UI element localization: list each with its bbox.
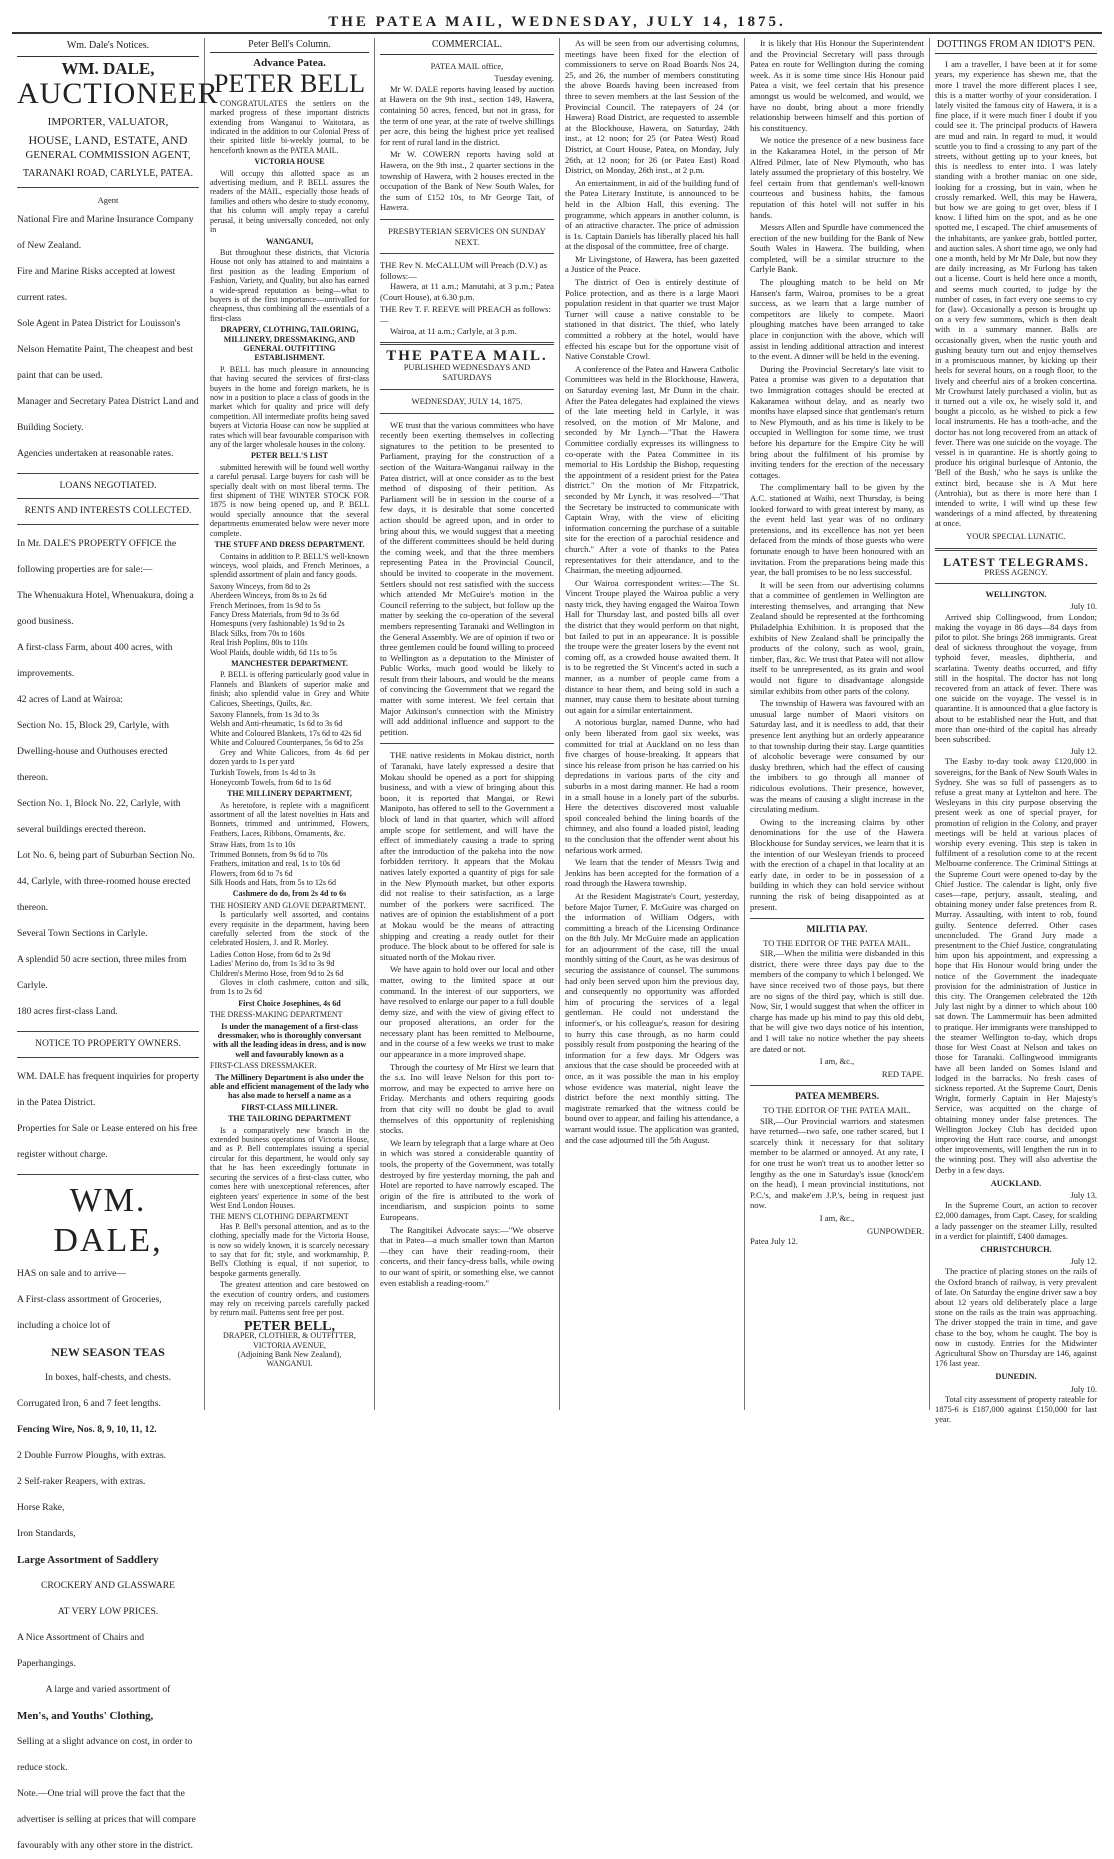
column-news-letters — [745, 38, 930, 1410]
news-paragraph: A conference of the Patea and Hawera Catholic Committees was held in the Blockhouse, Hawera, on Saturday evening last, Mr Dunn in the chair. After the Patea delegates had explained the views of the late meeting held in Carlyle, it was resolved, on the motion of Mr Malone, and seconded by Mr Lynch—"That the Hawera Committee cordially expresses its willingness to co-operate with the Patea Committee in its memorial to His Lordship the Bishop, requesting the appointment of a resident priest for the Patea district." On the motion of Mr Fitzpatrick, seconded by Mr Lynch, it was resolved—"That the Secretary be instructed to communicate with Captain Wray, with the view of eliciting information concerning the purchase of a suitable site for the erection of a parochial residence and church." After a vote of thanks to the Patea representatives for their attendance, and to the Chairman, the meeting adjourned. — [565, 363, 739, 576]
price-line: White and Coloured Counterpanes, 5s 6d to 25s — [210, 738, 364, 748]
price-line: Aberdeen Winceys, from 8s to 2s 6d — [210, 591, 327, 601]
press-agency: PRESS AGENCY. — [984, 566, 1048, 577]
advance-heading: Advance Patea. — [253, 57, 326, 70]
price-line: Welsh and Anti-rheumatic, 1s 6d to 3s 6d — [210, 719, 343, 729]
masthead: THE PATEA MAIL, WEDNESDAY, JULY 14, 1875. — [12, 14, 1102, 34]
bell-adjoining: (Adjoining Bank New Zealand), — [237, 1350, 342, 1359]
divider — [17, 1174, 199, 1175]
telegram-text: Arrived ship Collingwood, from London; making the voyage in 86 days—84 days from pilot to pilot. She brings 268 immigrants. Great deal of sickness throughout the voyage, from typhoid fever, measles, diphtheria, and scarlatina. Twenty deaths occurred, and fifty still in the hospital. The doctor has not long recovered from an attack of fever. There was one suicide on the voyage. The vessel is in quarantine. It is announced that a glue factory is about to be established near the Hutt, and that more than one-third of the capital has already been subscribed. — [935, 612, 1097, 744]
editorial-paragraph: We have again to hold over our local and other matter, owing to the limited space at our command. In the interest of our supporters, we have resolved to enlarge our paper to a full double demy size, and with the view of giving effect to our proposed alterations, an order for the necessary plant has been remitted to Melbourne, and in the course of a few weeks we trust to make our appearance in a more improved shape. — [380, 964, 554, 1060]
commission-line: GENERAL COMMISSION AGENT, — [25, 149, 191, 162]
department-heading: Is under the management of a first-class dressmaker, who is thoroughly conversant with all the leading ideas in dress, and is now well and favourably known as a — [212, 1021, 367, 1059]
editorial-paragraph: The Rangitikei Advocate says:—"We observe that in Patea—a much smaller town than Marton—they can have their reading-room, their concerts, and their fancy-dress balls, while owing to our want of spirit, or something else, we cannot even establish a reading-room." — [380, 1224, 554, 1288]
divider — [380, 413, 554, 414]
news-paragraph: As will be seen from our advertising columns, meetings have been fixed for the election of commissioners to serve on Road Boards Nos 24, 25, and 26, the number of members constituting the above Boards having been increased from three to seven members at the last Session of the Provincial Council. The ratepayers of 24 (or Hawera) Road District, are requested to assemble at the Blockhouse, Hawera, on Saturday, 24th inst., at 12 noon; for 25 (or Patea West) Road District, at Court House, Patea, on Monday, July 26th, at 12 noon; for 26 (or Patea East) Road District, on Monday, 26th inst., at 2 p.m. — [565, 38, 739, 176]
news-paragraph: The ploughing match to be held on Mr Hansen's farm, Wairoa, promises to be a great success, as we learn that a large number of competitors are likely to compete. Maori ploughing matches have been arranged to take place in conjunction with the above, which will assist in lending additional attraction and interest to the event. A dinner will be held in the evening. — [750, 277, 924, 362]
news-paragraph: A notorious burglar, named Dunne, who had only been liberated from gaol six weeks, was committed for trial at Auckland on no less than five charges of house-breaking. It appears that since his release from prison he has carried on his depredations in various parts of the city and suburbs in a most daring manner. He had a room in a small house in a lonely part of the suburbs. Here the detectives discovered most valuable spoil concealed behind the lining boards of the chimney, and also found a loaded pistol, leading to the conclusion that the offender went about his nefarious work armed. — [565, 717, 739, 855]
importer-line: IMPORTER, VALUATOR, — [47, 115, 169, 128]
dottings-signature: YOUR SPECIAL LUNATIC. — [966, 531, 1066, 541]
telegram-place: DUNEDIN. — [995, 1372, 1037, 1382]
telegrams-heading: LATEST TELEGRAMS. — [943, 554, 1089, 569]
price-line: Ladies Cotton Hose, from 6d to 2s 9d — [210, 949, 331, 959]
price-line: Saxony Flannels, from 1s 3d to 3s — [210, 710, 320, 719]
column-header: Peter Bell's Column. — [210, 38, 369, 53]
price-line: Wool Plaids, double width, 6d 11s to 5s — [210, 647, 337, 657]
price-line: Honeycomb Towels, from 6d to 1s 6d — [210, 777, 331, 787]
news-paragraph: We notice the presence of a new business face in the Kakaramea Hotel, in the person of Mr Alfred Pilmer, late of New Plymouth, who has lately assumed the proprietary of this hostelry. We feel certain from that gentleman's well-known courteous and business habits, the famous reputation of this hotel will not suffer in his hands. — [750, 135, 924, 220]
news-paragraph: During the Provincial Secretary's late visit to Patea a promise was given to a deputation that two Immigration cottages should be erected at Kakaramea without delay, and as nearly two months have elapsed since that gentleman's return to New Plymouth, and as his time is likely to be occupied in Wellington for some time, we trust before his departure for the Empire City he will bring about the fulfilment of his promise by inviting tenders for the erection of the necessary cottages. — [750, 363, 924, 480]
bell-street: VICTORIA AVENUE, — [252, 1340, 327, 1350]
telegram-date: July 10. — [1070, 602, 1097, 612]
telegram-text: The Easby to-day took away £120,000 in sovereigns, for the Bank of New South Wales in Sydney. She was so full of passengers as to refuse a great many at Lyttelton and here. The Wesleyans in this city purpose observing the present week as one of special prayer, for promotion of religion in the Colony, and prayer meetings will be held at various places of worship every evening. This step is taken in fulfilment of a resolution come to at the recent Melbourne conference. The Criminal Sittings at the Supreme Court were opened to-day by the Chief Justice. The calendar is light, only five cases—rape, perjury, assault, stealing, and obtaining money under false pretences from R. Murray. Assaulting, with intent to rob, found guilty. Sentence deferred. Other cases unconcluded. The Grand Jury made a presentment to the Chief Justice, congratulating him upon his appointment, and expressing a hope that His Honour would bring under the notice of the Government the inadequate provision for the administration of Justice in this city. The Orangemen celebrated the 12th July last night by a dinner to which about 100 sat down. The Lammermuir has been admitted to pratique. Her immigrants were transhipped to the steamer Wellington to-day, which drops those for West Coast at Nelson and takes on those for Taranaki. Collingwood immigrants have all been landed on Somes Island and lodged in the barracks. No fresh cases of sickness reported. At the Supreme Court, Denis Wright, formerly Captain in Her Majesty's Service, was acquitted on the charge of obtaining money under false pretences. The Wellington Jockey Club has decided upon improving the Hutt race course, and amongst other improvements, will lengthen the run in to the winning post. They will also advertise the Derby in a few days. — [935, 757, 1097, 1175]
divider — [380, 342, 554, 345]
divider — [935, 583, 1097, 584]
property-office-intro: In Mr. DALE'S PROPERTY OFFICE the following properties are for sale:— — [17, 538, 177, 576]
goods-item: 2 Double Furrow Ploughs, with extras. — [17, 1449, 166, 1461]
column-header: Wm. Dale's Notices. — [17, 38, 199, 57]
church-times: Hawera, at 11 a.m.; Manutahi, at 3 p.m.; Patea (Court House), at 6.30 p.m. — [380, 281, 554, 302]
goods-item: A Nice Assortment of Chairs and Paperhangings. — [17, 1631, 145, 1669]
property-item: The Whenuakura Hotel, Whenuakura, doing a good business. — [17, 590, 194, 628]
news-paragraph: Owing to the increasing claims by other denominations for the use of the Hawera Blockhouse for Sunday services, we learn that it is the intention of our Wesleyan friends to proceed with the erection of a chapel in that locality at an early date, in order to be in possession of a building in which they can hold service without running the risk of being disappointed as at present. — [750, 816, 924, 912]
goods-item: NEW SEASON TEAS — [51, 1344, 165, 1359]
office-line: PATEA MAIL office, — [430, 60, 504, 71]
department-heading: PETER BELL'S LIST — [251, 451, 328, 461]
price-line: French Merinoes, from 1s 9d to 5s — [210, 600, 321, 610]
bell-paragraph: Contains in addition to P. BELL'S well-known winceys, wool plaids, and French Merinoes, a splendid assortment of plain and fancy goods. — [210, 551, 369, 580]
divider — [380, 219, 554, 220]
letter-place-date: Patea July 12. — [750, 1236, 798, 1247]
telegram-text: In the Supreme Court, an action to recover £2,000 damages, from Capt. Casey, for scalding a lady passenger on the steamer Lilly, resulted in a verdict for plaintiff, £400 damages. — [935, 1201, 1097, 1241]
address-line: TARANAKI ROAD, CARLYLE, PATEA. — [22, 167, 194, 179]
editorial-paragraph: WE trust that the various committees who have recently been exerting themselves in collecting signatures to the petition to be presented to Parliament, praying for the construction of a section of the Waitara-Wanganui railway in the Patea district, will at once consider as to the best method of disposing of their petition. As Parliament will be in session in the course of a few days, it is desirable that some concerted action should be agreed upon, and in order to bring about this, we would suggest that a meeting of the different committees should be held during the coming week, and that the three members representing Patea in the Provincial Council, should be invited to cooperate in the movement. Settlers should not rest satisfied with the success which attended Mr McGuire's motion in the Council referring to the subject, but follow up the matter by seeking the co-operation of the several members representing Taranaki and Wellington in the General Assembly. We are of opinion if two or three gentlemen could be found willing to proceed to Wellington as a deputation to the Minister of Public Works, much good would be likely to result from their labours, and would be the means of convincing the Government that we regard the matter with some interest. We feel certain that Major Atkinson's connection with the Ministry will add additional influence and support to the petition. — [380, 419, 554, 737]
paper-title: THE PATEA MAIL. — [386, 348, 548, 365]
telegram-place: AUCKLAND. — [990, 1178, 1042, 1188]
price-line: THE MEN'S CLOTHING DEPARTMENT — [210, 1212, 349, 1222]
letter-signature: GUNPOWDER. — [866, 1225, 924, 1236]
agency-item: Sole Agent in Patea District for Louisson's Nelson Hematite Paint, The cheapest and best paint that can be used. — [17, 317, 193, 381]
price-line: FIRST-CLASS DRESSMAKER. — [210, 1061, 317, 1071]
column-local-news — [560, 38, 745, 1410]
price-line: Real Irish Poplins, 80s to 110s — [210, 638, 308, 648]
department-heading: THE MILLINERY DEPARTMENT, — [227, 789, 352, 799]
divider — [380, 389, 554, 390]
telegram-text: Total city assessment of property rateable for 1875-6 is £187,000 against £150,000 for last year. — [935, 1394, 1097, 1425]
price-line: THE HOSIERY AND GLOVE DEPARTMENT. — [210, 900, 366, 910]
publication-date: WEDNESDAY, JULY 14, 1875. — [411, 396, 523, 407]
goods-item: Fencing Wire, Nos. 8, 9, 10, 11, 12. — [17, 1423, 157, 1435]
price-line: Ladies' Merino do, from 1s 3d to 3s 9d — [210, 959, 335, 969]
publication-days: PUBLISHED WEDNESDAYS AND SATURDAYS — [403, 361, 531, 383]
news-paragraph: Messrs Allen and Spurdle have commenced the erection of the new building for the Bank of New South Wales in Hawera. The building, when completed, will be a similar structure to the Carlyle Bank. — [750, 222, 924, 275]
house-line: HOUSE, LAND, ESTATE, AND — [28, 133, 188, 148]
property-item: 180 acres first-class Land. — [17, 1006, 118, 1018]
notice-text: Properties for Sale or Lease entered on his free register without charge. — [17, 1122, 198, 1160]
bell-paragraph: Grey and White Calicoes, from 4s 6d per dozen yards to 1s per yard — [210, 747, 369, 767]
letter-closing: I am, &c., — [819, 1212, 855, 1223]
notice-heading: NOTICE TO PROPERTY OWNERS. — [35, 1038, 181, 1050]
goods-item: Large Assortment of Saddlery — [17, 1553, 159, 1566]
letter-address: TO THE EDITOR OF THE PATEA MAIL. — [763, 937, 911, 948]
telegram-date: July 12. — [1070, 747, 1097, 757]
property-item: Several Town Sections in Carlyle. — [17, 928, 148, 940]
editorial-paragraph: THE native residents in Mokau district, north of Taranaki, have lately expressed a desire that Mokau should be opened as a port for shipping business, and with a view of bringing about this boon, it is reported that Mangai, or Rewi Manipoto, has offered to sell to the Government a block of land in that quarter, which will afford ample scope for settlement, and will have the effect of immediately causing a trade to spring after the introduction of the pakeha into the now forbidden territory. It appears that the Mokau natives lately exported a quantity of pigs for sale in the New Plymouth market, but other exports did not realise to their satisfaction, as a large number of the porkers were sacrificed. The natives are of opinion the establishment of a port at Mokau would be the means of attracting shipping and creating a ready outlet for their produce. The block about to be offered for sale is situated north of the Mokau river. — [380, 750, 554, 962]
agency-item: Agencies undertaken at reasonable rates. — [17, 447, 174, 459]
price-line: Homespuns (very fashionable) 1s 9d to 2s — [210, 619, 345, 629]
price-line: Children's Merino Hose, from 9d to 2s 6d — [210, 968, 344, 978]
news-paragraph: The complimentary ball to be given by the A.C. stationed at Waihi, next Thursday, is being looked forward to with great interest by many, as the event held last year was of no ordinary pretensions, and its excellence has not yet been defaced from the minds of those guests who were fortunate enough to have been honoured with an invitation. From the preparations being made this year, the ball promises to be no less successful. — [750, 482, 924, 578]
department-heading: THE STUFF AND DRESS DEPARTMENT. — [214, 540, 365, 550]
news-paragraph: We learn that the tender of Messrs Twig and Jenkins has been accepted for the formation of a road through the Hawera township. — [565, 857, 739, 889]
commercial-report: Mr W. COWERN reports having sold at Hawera, on the 9th inst., 2 quarter sections in the township of Hawera, with 2 houses erected in the occupation of the Bank of New South Wales, for the sum of £152 10s, to Mr George Tait, of Hawera. — [380, 149, 554, 213]
news-paragraph: The township of Hawera was favoured with an unusual large number of Maori visitors on Saturday last, and it is needless to add, that their presence lent anything but an orderly appearance to that township during their stay. Large quantities of alcoholic beverage were consumed by our dusky brethren, which had the effect of causing the imbibers to go through all manner of ridiculous evolutions. Their presence, however, was the means of causing a slight increase in the circulating medium. — [750, 698, 924, 815]
property-item: 42 acres of Land at Wairoa: — [17, 694, 123, 706]
divider — [17, 1031, 199, 1032]
news-paragraph: At the Resident Magistrate's Court, yesterday, before Major Turner, F. McGuire was charged on the information of William Odgers, with committing a breach of the Licensing Ordinance on the 8th July. Mr McGuire made an application for an adjournment of the case, till the usual monthly sitting of the Court, as he was desirous of securing the assistance of counsel. The summons had only been served upon him the previous day, and consequently no opportunity was afforded him of procuring the services of a legal gentleman. He could not understand the informer's, or his colleague's, reason for desiring to hurry this case through, as no harm could possibly result from postponing the hearing of the information for a few days. Mr Odgers was anxious that the case should be proceeded with at once, as it was possible the man in his employ whose evidence was material, night leave the district before the next monthly sitting. The magistrate remarked that the witness could be bound over to appear, and failing his attendance, a warrant would issue. The application was granted, and the case adjourned till the 5th August. — [565, 890, 739, 1145]
bell-trade: DRAPER, CLOTHIER, & OUTFITTER, — [223, 1331, 356, 1341]
department-heading: THE TAILORING DEPARTMENT — [228, 1114, 351, 1124]
news-paragraph: The district of Oeo is entirely destitute of Police protection, and as there is a large Maori population resident in that quarter we trust Major Turner will cause a native constable to be stationed in that district. The thief, who lately committed a robbery at the hotel, would have effected his escape but for the opportune visit of Native Constable Crowl. — [565, 277, 739, 362]
editorial-paragraph: We learn by telegraph that a large whare at Oeo in which was stored a considerable quantity of tools, the property of the Government, was totally destroyed by fire yesterday morning, the pah and Hotel are reported to have narrowly escaped. The origin of the fire is attributed to the work of incendiarism, and suspicion points to some Europeans. — [380, 1137, 554, 1222]
price-line: THE DRESS-MAKING DEPARTMENT — [210, 1010, 343, 1020]
price-line: Black Silks, from 70s to 160s — [210, 628, 305, 638]
goods-item: AT VERY LOW PRICES. — [57, 1605, 159, 1617]
divider — [380, 253, 554, 254]
church-notice: THE Rev N. McCALLUM will Preach (D.V.) as follows:— — [380, 260, 547, 281]
price-line: Saxony Winceys, from 8d to 2s — [210, 581, 311, 591]
price-line: Fancy Dress Materials, from 9d to 3s 6d — [210, 609, 339, 619]
telegram-place: WELLINGTON. — [985, 590, 1047, 600]
goods-item: In boxes, half-chests, and chests. — [44, 1371, 172, 1383]
bell-paragraph: As heretofore, is replete with a magnificent assortment of all the latest novelties in Hats and Bonnets, trimmed and untrimmed, Flowers, Feathers, Laces, Ribbons, Ornaments, &c. — [210, 800, 369, 838]
price-line: Flowers, from 6d to 7s 6d — [210, 868, 293, 878]
department-heading: FIRST-CLASS MILLINER. — [241, 1102, 338, 1112]
auctioneer-title: AUCTIONEER — [17, 76, 219, 110]
bell-paragraph: Will occupy this allotted space as an advertising medium, and P. BELL assures the readers of the MAIL, especially those heads of families and others who desire to study economy, that his column will amply repay a careful perusal, it being universally conceded, not only in — [210, 168, 369, 235]
price-line: White and Coloured Blankets, 17s 6d to 42s 6d — [210, 728, 362, 738]
loans-heading: LOANS NEGOTIATED. — [59, 479, 157, 491]
bell-body — [210, 99, 369, 1318]
property-item: Section No. 15, Block 29, Carlyle, with Dwelling-house and Outhouses erected thereon. — [17, 720, 169, 784]
price-line: Turkish Towels, from 1s 4d to 3s — [210, 768, 316, 778]
price-line: Straw Hats, from 1s to 10s — [210, 840, 296, 850]
bell-signature: PETER BELL, — [243, 1318, 336, 1334]
department-heading: MANCHESTER DEPARTMENT. — [231, 658, 348, 668]
property-item: A splendid 50 acre section, three miles from Carlyle. — [17, 954, 187, 992]
column-header: COMMERCIAL. — [380, 38, 554, 55]
telegram-text: The practice of placing stones on the rails of the Oxford branch of railway, is very prevalent of late. On Saturday the engine driver saw a boy about 12 years old deliberately place a large stone on the rails as the train was approaching. The driver stopped the train in time, and gave chase to the boy, whom he caught. The boy is now in custody. Entries for the Midwinter Agricultural Show on Thursday are 146, against 176 last year. — [935, 1267, 1097, 1369]
property-item: A first-class Farm, about 400 acres, with improvements. — [17, 642, 173, 680]
dottings-body: I am a traveller, I have been at it for some years, my experience has shewn me, that the more I travel the more different places I see, this is a matter worthy of your consideration. I lately visited the famous city of Hawera, it is a fine place, if it were much finer I doubt if you could see it. The principal products of Hawera are mud and rain. In regard to mud, it would scuttle you to find a crossing to any part of the streets, without getting up to your knees, but this is needless to enter into. I was lately standing with a brother maniac on one side, looking for a crossing, but in vain, when he crossly remarked. Well, this may be Hawera, but how we are going to get over, bless if I know. I lifted him on the spot, and as he one spotted me, I escaped. The chief amusements of the inhabitants, are yankee grab, bottled porter, and auction sales. A short time ago, we only had one a month, held by Mr Mr Dale, but now they are daily increasing, as Mr Furlong has taken out a license. Court is held here once a month, and seems much courted, to judge by the number of cases, in fact every one seems to cry for (law). Occasionally a person is brought up on a very few summons, which is then dealt with in a summary manner. Balls are occasionally given, when the rustic youth and gushing beauty turn out and enjoy themselves in a promiscuous manner, by kicking up their heels for several hours, on a rough floor, to the lively and cheerful airs of a broken concertina. Mr Crowhurst lately purchased a violin, but as it turned out a vile ox, he wisely sold it, and bought a piccolo, as he wished to pick a few local instruments. He has a tooth-ache, and the doctor has not long recovered from an attack of fever. There was one suicide on the voyage. The vessel is in quarantine. He is shortly going to produce his original burlesque of Antonio, the 'Bell of the Bush,' who he says is unlike the extinct bird, because she is A Mut here (Antrohia), but as there is more here than I intended to write, I will wind up these few wanderings of a mind affected, by threatening at once. — [935, 60, 1097, 529]
property-item: Section No. 1, Block No. 22, Carlyle, with several buildings erected thereon. — [17, 798, 181, 836]
columns — [12, 38, 1102, 1851]
telegram-date: July 13. — [1070, 1190, 1097, 1200]
members-heading: PATEA MEMBERS. — [794, 1092, 880, 1103]
telegram-date: July 12. — [1070, 1257, 1097, 1267]
bell-paragraph: Is particularly well assorted, and contains every requisite in the department, having been carefully selected from the stock of the celebrated Hosiers, J. and R. Morley. — [210, 910, 369, 948]
commercial-report: Mr W. DALE reports having leased by auction at Hawera on the 9th inst., section 149, Hawera, containing 50 acres, fenced, but not in grass, for the term of one year, at the rate of twelve shillings per acre, this being the highest price yet realised for rent of rural land in the district. — [380, 83, 554, 147]
telegram-sections — [935, 590, 1097, 1425]
bell-paragraph: The greatest attention and care bestowed on the execution of country orders, and customers may rely on receiving parcels carefully packed by return mail. Patterns sent free per post. — [210, 1280, 369, 1318]
column-telegrams — [930, 38, 1102, 1425]
agency-item: Manager and Secretary Patea District Land and Building Society. — [17, 395, 199, 433]
rents-heading: RENTS AND INTERESTS COLLECTED. — [24, 505, 192, 517]
divider — [750, 918, 924, 919]
bell-paragraph: CONGRATULATES the settlers on the marked progress of these important districts extending from Wanganui to Waitotara, as indicated in the addition to our Colonial Press of their spirited little bi-weekly journal, to be henceforth known as the PATEA MAIL. — [210, 98, 369, 155]
agent-label: Agent — [97, 194, 119, 205]
bell-paragraph: Gloves in cloth cashmere, cotton and silk, from 1s to 2s 6d — [210, 977, 369, 997]
column-dale — [12, 38, 219, 1851]
telegram-date: July 10. — [1070, 1384, 1097, 1394]
goods-item: 2 Self-raker Reapers, with extras. — [17, 1475, 146, 1487]
militia-heading: MILITIA PAY. — [806, 925, 868, 936]
column-commercial — [375, 38, 560, 1410]
property-list — [17, 531, 199, 1025]
letter-signature: RED TAPE. — [881, 1068, 924, 1079]
divider — [17, 498, 199, 499]
divider — [17, 524, 199, 525]
agency-item: National Fire and Marine Insurance Company of New Zealand. — [17, 213, 194, 251]
goods-item: Corrugated Iron, 6 and 7 feet lengths. — [17, 1397, 161, 1409]
bell-paragraph: P. BELL has much pleasure in announcing that having secured the services of first-class buyers in the home and foreign markets, he is now in a position to place a class of goods in the market which for quality and price will defy competition. All intermediate profits being saved buyers at Victoria House can now be supplied at rates which will bear favourable comparison with any of the larger wholesale houses in the colony. — [210, 364, 369, 450]
goods-item: Men's, and Youths' Clothing, — [17, 1709, 154, 1722]
goods-item: Selling at a slight advance on cost, in order to reduce stock. — [17, 1735, 193, 1773]
divider — [750, 1085, 924, 1086]
news-paragraph: It will be seen from our advertising columns that a committee of gentlemen in Wellington are interesting themselves, and arranging that New Zealand should be represented at the forthcoming Philadelphia Exhibition. It is proposed that the exhibits of New Zealand shall be principally the products of the colony, such as wool, grain, timber, flax, &c. We trust that Patea will not allow itself to be unrepresented, as its grain and wool would not figure to disadvantage alongside similar exhibits from other parts of the colony. — [750, 579, 924, 696]
agency-item: Fire and Marine Risks accepted at lowest current rates. — [17, 265, 176, 303]
divider — [17, 473, 199, 474]
church-heading: PRESBYTERIAN SERVICES ON SUNDAY NEXT. — [388, 225, 546, 247]
column-bell — [205, 38, 375, 1410]
divider — [17, 187, 199, 188]
price-line: Feathers, imitation and real, 1s to 10s 6d — [210, 859, 340, 869]
department-heading: DRAPERY, CLOTHING, TAILORING, MILLINERY, DRESSMAKING, AND GENERAL OUTFITTING ESTABLISHMENT. — [220, 325, 359, 363]
news-paragraph: It is likely that His Honour the Superintendent and the Provincial Secretary will pass through Patea en route for Wellington during the coming week. As it is some time since His Honour paid Patea a visit, we feel certain that his presence amongst us would be welcomed, and would, we have no doubt, bring about a more friendly relationship between himself and this portion of his constituency. — [750, 38, 924, 133]
editorial-paragraph: Through the courtesy of Mr Hirst we learn that the s.s. Ino will leave Nelson for this port to-morrow, and may be expected to arrive here on Friday. Merchants and others requiring goods from that city will no doubt be glad to avail themselves of this opportunity of replenishing stocks. — [380, 1061, 554, 1136]
price-line: Trimmed Bonnets, from 9s 6d to 70s — [210, 849, 328, 859]
date-line: Tuesday evening. — [494, 73, 554, 84]
bell-paragraph: submitted herewith will be found well worthy a careful perusal. Large buyers for cash will be specially dealt with on most liberal terms. The first shipment of THE WINTER STOCK FOR 1875 is now being opened up, and P. BELL would specially announce that the several departments enumerated below were never more complete. — [210, 462, 369, 538]
news-paragraph: Mr Livingstone, of Hawera, has been gazetted a Justice of the Peace. — [565, 253, 739, 275]
notice-text: WM. DALE has frequent inquiries for property in the Patea District. — [17, 1070, 199, 1108]
telegram-place: CHRISTCHURCH. — [980, 1244, 1052, 1254]
goods-list — [17, 1261, 199, 1859]
department-heading: VICTORIA HOUSE — [254, 157, 325, 167]
department-heading: Cashmere do do, from 2s 4d to 6s — [232, 889, 347, 899]
bell-paragraph: Is a comparatively new branch in the extended business operations of Victoria House, and as P. Bell contemplates issuing a special circular for this department, he would only say that he has been exceedingly fortunate in securing the services of a first-class cutter, who comes here with unexceptional references, after eighteen years' experience in some of the best West End London Houses. — [210, 1125, 369, 1210]
dale-heading: WM. DALE, — [53, 1181, 163, 1259]
divider — [935, 548, 1097, 551]
news-paragraph: An entertainment, in aid of the building fund of the Patea Literary Institute, is announced to be held in the Albion Hall, this evening. The programme, which appears in another column, is of an attractive character. The price of admission is 1s. Captain Daniels has liberally placed his hall at the disposal of the committee, free of charge. — [565, 177, 739, 252]
bell-paragraph: P. BELL is offering particularly good value in Flannels and Blankets of superior make and finish; also splendid value in Grey and White Calicoes, Sheetings, Quilts, &c. — [210, 670, 369, 708]
department-heading: The Millinery Department is also under the able and efficient management of the lady who has also made to herself a name as a — [210, 1072, 369, 1101]
goods-item: A First-class assortment of Groceries, including a choice lot of — [17, 1293, 162, 1331]
goods-item: A large and varied assortment of — [45, 1683, 171, 1695]
news-paragraph: Our Wairoa correspondent writes:—The St. Vincent Troupe played the Wairoa public a very nasty trick, they having engaged the Wairoa Town Hall for Thursday last, and posted bills all over the district that they would perform on that night, but failed to put in an appearance. It is possible the troupe were the greater losers by the event not coming off, as a crowded house awaited them. It is to be regretted the St Vincent's acted in such a manner, as a number of people came from a distance to hear them, and being sold in such a manner, may cause them to hesitate about turning out again for a similar entertainment. — [565, 577, 739, 715]
goods-item: CROCKERY AND GLASSWARE — [41, 1579, 175, 1591]
letter-body: SIR,—Our Provincial warriors and statesmen have returned—two safe, one rather scared, but I scarcely think it necessary for that solitary member to be alarmed or annoyed. At any rate, I for one trust he won't treat us to another letter so lengthy as the one in Saturday's issue (knock'em on the head), I mean provincial institutions, not P.C.'s, and make'em J.P.'s, being in request just now. — [750, 1115, 924, 1211]
dottings-heading: DOTTINGS FROM AN IDIOT'S PEN. — [935, 38, 1097, 54]
divider — [17, 1057, 199, 1058]
letter-address: TO THE EDITOR OF THE PATEA MAIL. — [763, 1105, 911, 1115]
church-times: Wairoa, at 11 a.m.; Carlyle, at 3 p.m. — [390, 325, 517, 336]
goods-item: Horse Rake, — [17, 1501, 65, 1513]
divider — [380, 743, 554, 744]
goods-intro: HAS on sale and to arrive— — [17, 1267, 126, 1279]
bell-name: PETER BELL — [214, 68, 365, 98]
agency-list — [17, 207, 199, 467]
goods-item: Note.—One trial will prove the fact that the advertiser is selling at prices that will compare favourably with any other store in the district. — [17, 1787, 196, 1851]
letter-body: SIR,—When the militia were disbanded in this district, there were three days pay due to the members of the company to which I belonged. We have since received two of those pays, but there are no signs of the third pay, which is still due. Now, Sir, I would suggest that when the officer in charge has made up his mind to pay this old debt, that he will give two days notice of his intention, and I will take no notice whether the pay sheets are dated or not. — [750, 948, 924, 1054]
department-heading: WANGANUI, — [265, 236, 314, 246]
bell-paragraph: But throughout these districts, that Victoria House not only has attained to and maintains a first position as the leading Emporium of Fashion, Variety, and Quality, but also has earned a wide-spread reputation as being—what to buyers is of the first importance—unrivalled for cheapness, thus combining all the essentials of a first-class — [210, 247, 369, 323]
property-item: Lot No. 6, being part of Suburban Section No. 44, Carlyle, with three-roomed house erected thereon. — [17, 850, 195, 914]
letter-closing: I am, &c., — [819, 1056, 855, 1067]
price-line: Silk Hoods and Hats, from 5s to 12s 6d — [210, 877, 336, 887]
bell-town: WANGANUI. — [266, 1359, 313, 1369]
church-notice: THE Rev T. F. REEVE will PREACH as follows:— — [380, 304, 551, 326]
bell-paragraph: Has P. Bell's personal attention, and as to the clothing, specially made for the Victoria House, is now so widely known, it is scarcely necessary to say that for fit; style, and workmanship, P. Bell's Clothing is equal, if not superior, to bespoke garments generally. — [210, 1221, 369, 1278]
department-heading: First Choice Josephines, 4s 6d — [238, 998, 341, 1008]
advertiser-name: WM. DALE, — [61, 58, 155, 78]
goods-item: Iron Standards, — [17, 1527, 76, 1539]
